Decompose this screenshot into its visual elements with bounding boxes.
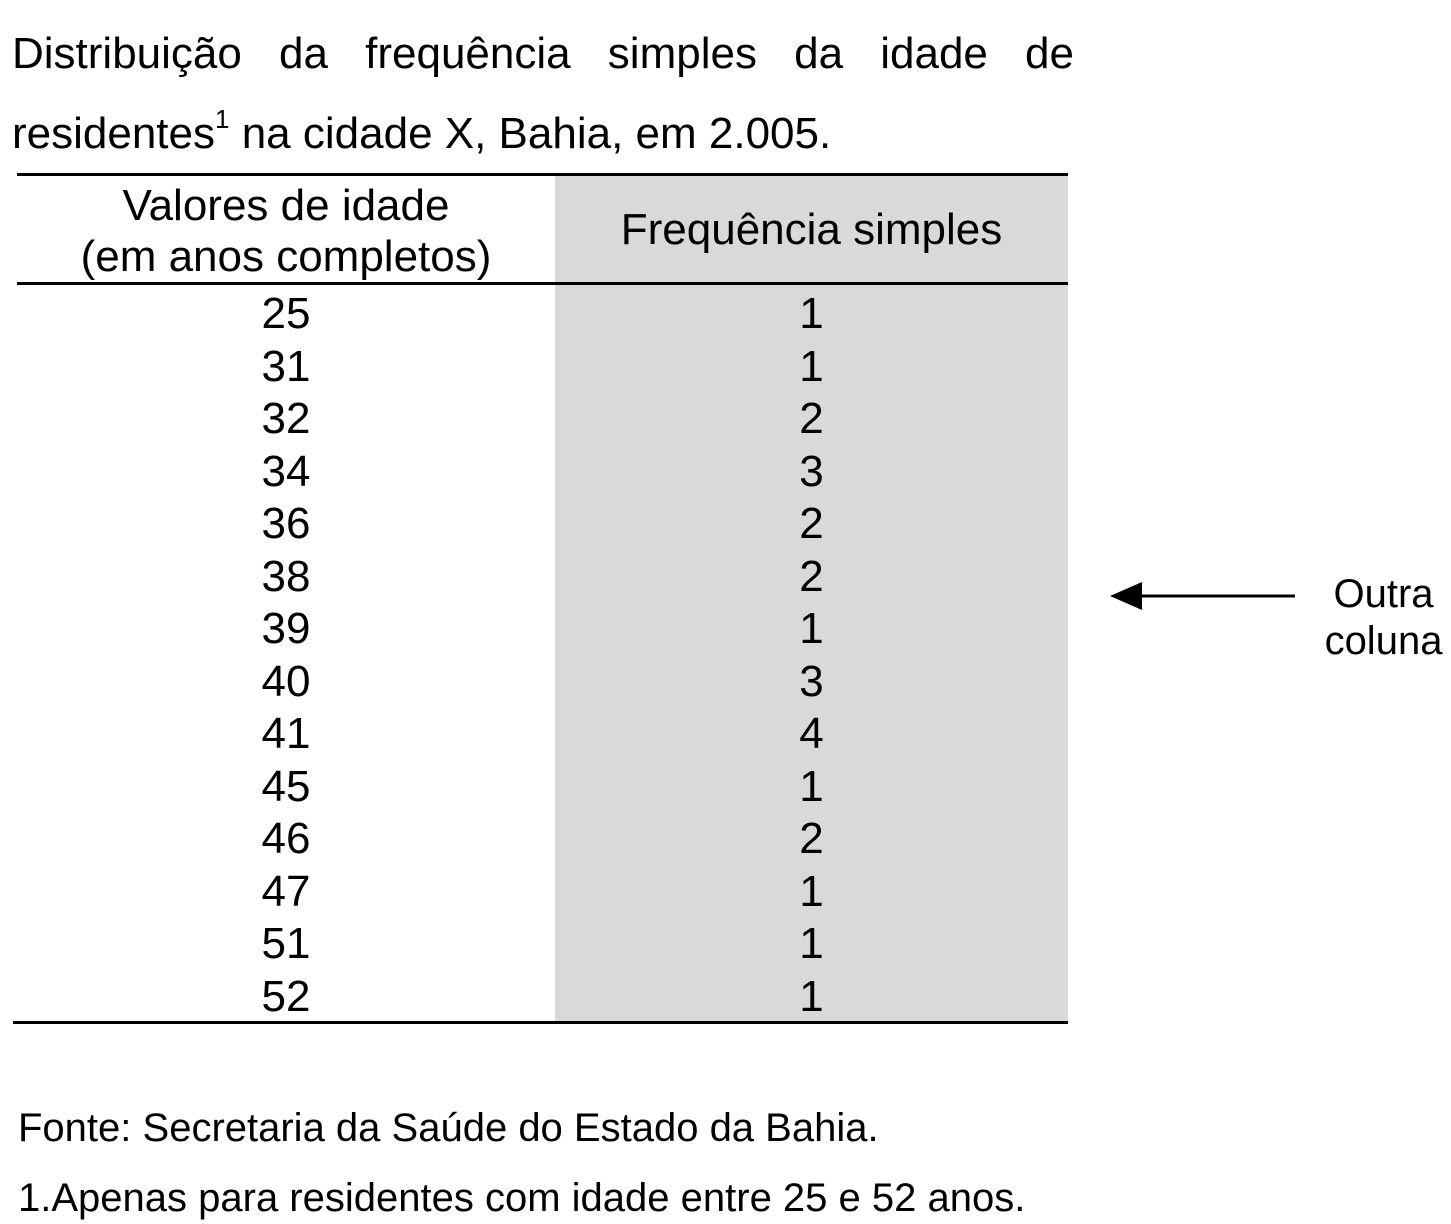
age-cell: 38 bbox=[261, 551, 311, 601]
frequency-cell: 2 bbox=[799, 394, 824, 443]
age-cell: 25 bbox=[261, 289, 311, 338]
frequency-cell: 4 bbox=[799, 709, 824, 758]
table-title bbox=[12, 14, 1074, 174]
frequency-cell: 2 bbox=[799, 551, 824, 601]
frequency-cell: 1 bbox=[799, 604, 824, 653]
frequency-cell: 1 bbox=[799, 971, 824, 1021]
frequency-cell: 1 bbox=[799, 919, 824, 968]
footnote: 1.Apenas para residentes com idade entre 25 e 52 anos. bbox=[18, 1176, 1026, 1220]
annotation-line2: coluna bbox=[1324, 619, 1443, 663]
table-row bbox=[17, 918, 1068, 971]
age-cell: 31 bbox=[261, 341, 311, 391]
table-row bbox=[17, 551, 1068, 604]
age-cell: 52 bbox=[261, 971, 311, 1021]
table-row bbox=[17, 656, 1068, 709]
table-row bbox=[17, 971, 1068, 1024]
age-cell: 45 bbox=[261, 761, 311, 811]
arrow-left-icon bbox=[1108, 578, 1298, 614]
table-row bbox=[17, 866, 1068, 919]
table-top-rule bbox=[17, 173, 1068, 176]
table-row bbox=[17, 288, 1068, 341]
age-cell: 51 bbox=[261, 919, 311, 968]
title-text-end: na cidade X, Bahia, em 2.005. bbox=[229, 109, 832, 158]
footnote-marker: 1 bbox=[215, 104, 230, 134]
source-note: Fonte: Secretaria da Saúde do Estado da Bahia. bbox=[18, 1106, 879, 1150]
age-cell: 47 bbox=[261, 866, 311, 916]
table-row bbox=[17, 446, 1068, 499]
table-row bbox=[17, 708, 1068, 761]
age-cell: 36 bbox=[261, 499, 311, 548]
table-row bbox=[17, 761, 1068, 814]
age-cell: 40 bbox=[261, 656, 311, 706]
title-text: Distribuição da frequência simples da idade de residentes bbox=[12, 29, 1074, 158]
frequency-cell: 1 bbox=[799, 341, 824, 391]
frequency-cell: 3 bbox=[799, 656, 824, 706]
frequency-cell: 3 bbox=[799, 446, 824, 496]
age-cell: 39 bbox=[261, 604, 311, 653]
table-row bbox=[17, 813, 1068, 866]
age-cell: 34 bbox=[261, 446, 311, 496]
frequency-cell: 1 bbox=[799, 866, 824, 916]
age-header-line2: (em anos completos) bbox=[80, 232, 492, 281]
arrow-annotation bbox=[1316, 571, 1451, 665]
age-cell: 46 bbox=[261, 814, 311, 863]
age-header-line1: Valores de idade bbox=[122, 181, 450, 230]
table-row bbox=[17, 498, 1068, 551]
age-cell: 41 bbox=[261, 709, 311, 758]
table-header-rule bbox=[17, 282, 1068, 285]
frequency-column-header: Frequência simples bbox=[620, 205, 1003, 254]
table-row bbox=[17, 341, 1068, 394]
frequency-cell: 1 bbox=[799, 761, 824, 811]
table-body bbox=[17, 288, 1068, 1023]
frequency-cell: 1 bbox=[799, 289, 824, 338]
table-row bbox=[17, 393, 1068, 446]
annotation-line1: Outra bbox=[1333, 572, 1434, 616]
frequency-cell: 2 bbox=[799, 814, 824, 863]
table-row bbox=[17, 603, 1068, 656]
age-cell: 32 bbox=[261, 394, 311, 443]
frequency-cell: 2 bbox=[799, 499, 824, 548]
age-column-header bbox=[17, 180, 555, 282]
